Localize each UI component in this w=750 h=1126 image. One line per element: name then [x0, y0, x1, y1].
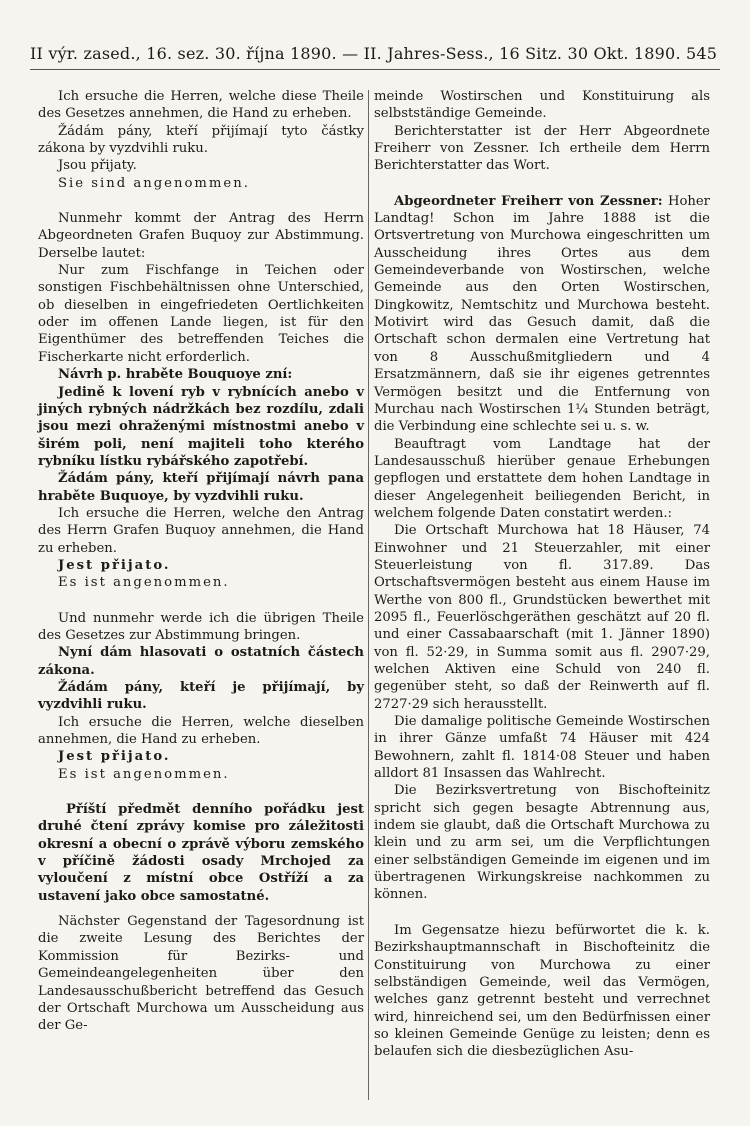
- paragraph: Ich ersuche die Herren, welche den Antrag des Herrn Grafen Buquoy annehmen, die Hand zu erheben.: [38, 505, 364, 556]
- paragraph: Jest přijato.: [58, 749, 171, 765]
- paragraph: meinde Wostirschen und Konstituirung als selbstständige Gemeinde.: [374, 89, 710, 122]
- paragraph: Berichterstatter ist der Herr Abgeordnete Freiherr von Zessner. Ich ertheile dem Herrn Berichterstatter das Wort.: [374, 123, 710, 174]
- paragraph: Beauftragt vom Landtage hat der Landesausschuß hierüber genaue Erhebungen gepflogen und erstattete dem hohen Landtage in dieser Angelegenheit beiliegenden Bericht, in welchem folgende Daten constatirt werden.:: [374, 436, 710, 521]
- paragraph: Ich ersuche die Herren, welche diese Theile des Gesetzes annehmen, die Hand zu erheben.: [38, 89, 364, 122]
- paragraph: Žádám pány, kteří přijímají tyto částky zákona by vyzdvihli ruku.: [38, 123, 364, 157]
- paragraph: Nyní dám hlasovati o ostatních částech zákona.: [38, 645, 364, 678]
- paragraph: Die damalige politische Gemeinde Wostirschen in ihrer Gänze umfaßt 74 Häuser mit 424 Bewohnern, zahlt fl. 1814·08 Steuer und haben alldort 81 Insassen das Wahlrecht.: [374, 714, 710, 782]
- paragraph: Die Bezirksvertretung von Bischofteinitz spricht sich gegen besagte Abtrennung aus, indem sie glaubt, daß die Ortschaft Murchowa zu klein und zu arm sei, um die Verpflichtungen einer selbständigen Gemeinde im eigenen und im übertragenen Wirkungskreise nachkommen zu können.: [374, 783, 710, 903]
- paragraph: Sie sind angenommen.: [58, 175, 250, 191]
- paragraph: Jedině k lovení ryb v rybnících anebo v jiných rybných nádržkách bez rozdílu, zdali jsou mezi ohraženými místnostmi anebo v širém poli, není majiteli toho kterého rybníku lístku rybářského zapotřebí.: [38, 384, 364, 469]
- right-column: [374, 88, 710, 1061]
- paragraph: Ich ersuche die Herren, welche dieselben annehmen, die Hand zu erheben.: [38, 714, 364, 748]
- left-column: [38, 88, 364, 1035]
- paragraph: Nunmehr kommt der Antrag des Herrn Abgeordneten Grafen Buquoy zur Abstimmung. Derselbe lautet:: [38, 211, 364, 261]
- paragraph: Žádám pány, kteří přijímají návrh pana hraběte Buquoye, by vyzdvihli ruku.: [38, 471, 364, 504]
- paragraph: Und nunmehr werde ich die übrigen Theile des Gesetzes zur Abstimmung bringen.: [38, 610, 364, 643]
- paragraph: Jsou přijaty.: [58, 158, 137, 174]
- paragraph: Žádám pány, kteří je přijímají, by vyzdvihli ruku.: [38, 680, 364, 713]
- paragraph: Im Gegensatze hiezu befürwortet die k. k. Bezirkshauptmannschaft in Bischofteinitz die Constituirung von Murchowa zu einer selbständigen Gemeinde, weil das Vermögen, welches ganz getrennt besteht und verrechnet wird, hinreichend sei, um den Bedürfnissen einer so kleinen Gemeinde Genüge zu leisten; denn es belaufen sich die diesbezüglichen Asu-: [374, 922, 710, 1060]
- paragraph: Nächster Gegenstand der Tagesordnung ist die zweite Lesung des Berichtes der Kommission für Bezirks- und Gemeindeangelegenheiten über den Landesausschußbericht betreffend das Gesuch der Ortschaft Murchowa um Ausscheidung aus der Ge-: [38, 914, 364, 1034]
- paragraph: Es ist angenommen.: [58, 766, 230, 782]
- paragraph: Die Ortschaft Murchowa hat 18 Häuser, 74 Einwohner und 21 Steuerzahler, mit einer Steuerleistung von fl. 317.89. Das Ortschaftsvermögen besteht aus einem Hause im Werthe von 800 fl., Grundstücken bewerthet mit 2095 fl., Feuerlöschgeräthen geschätzt auf 20 fl. und einer Cassabaarschaft (mit 1. Jänner 1890) von fl. 52·29, in Summa somit aus fl. 2907·29, welchen Aktiven eine Schuld von 240 fl. gegenüber steht, so daß der Reinwerth auf fl. 2727·29 sich herausstellt.: [374, 523, 710, 712]
- paragraph: Nur zum Fischfange in Teichen oder sonstigen Fischbehältnissen ohne Unterschied, ob dieselben in eingefriedeten Oertlichkeiten oder im offenen Lande liegen, ist für den Eigenthümer des betreffenden Teiches die Fischerkarte nicht erforderlich.: [38, 263, 364, 365]
- speech-text: Hoher Landtag! Schon im Jahre 1888 ist die Ortsvertretung von Murchowa eingeschritten um Ausscheidung ihres Ortes aus dem Gemeindeverbande von Wostirschen, welche Gemeinde aus den Orten Wostirschen, Dingkowitz, Nemtschitz und Murchowa besteht. Motivirt wird das Gesuch damit, daß die Ortschaft schon dermalen eine Vertretung hat von 8 Ausschußmitgliedern und 4 Ersatzmännern, daß sie ihr eigenes getrenntes Vermögen besitzt und die Entfernung von Murchau nach Wostirschen 1¼ Stunden beträgt, die Verbindung eine schlechte sei u. s. w.: [374, 193, 710, 435]
- paragraph: Příští předmět denního pořádku jest druhé čtení zprávy komise pro záležitosti okresní a obecní o zprávě výboru zemského v příčině žádosti osady Mrchojed za vyloučení z místní obce Ostříží a za ustavení jako obce samostatné.: [38, 802, 364, 904]
- paragraph: Es ist angenommen.: [58, 575, 230, 591]
- paragraph: Návrh p. hraběte Bouquoye zní:: [58, 367, 293, 383]
- page-header: II výr. zased., 16. sez. 30. října 1890. — II. Jahres-Sess., 16 Sitz. 30 Okt. 1890. 545: [30, 44, 718, 63]
- column-divider: [368, 90, 369, 1100]
- speaker-name: Abgeordneter Freiherr von Zessner:: [394, 193, 663, 209]
- header-rule: [30, 69, 720, 70]
- paragraph: Jest přijato.: [58, 557, 171, 573]
- paragraph: [374, 193, 710, 436]
